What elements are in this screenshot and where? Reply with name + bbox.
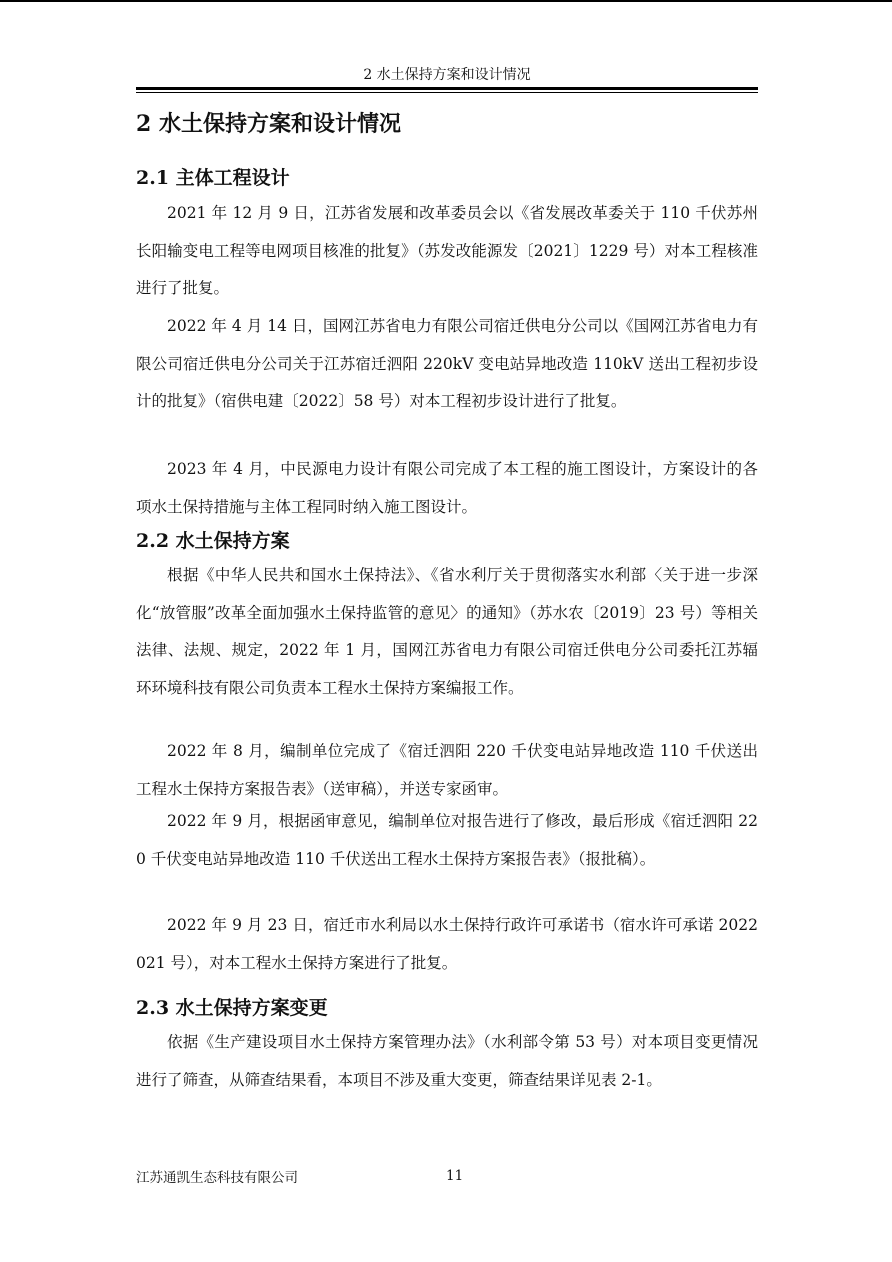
- paragraph: 2022 年 9 月 23 日，宿迁市水利局以水土保持行政许可承诺书（宿水许可承诺 2022021 号），对本工程水土保持方案进行了批复。: [136, 916, 758, 972]
- header-rule-thin: [136, 92, 758, 93]
- chapter-title: 2 水土保持方案和设计情况: [136, 111, 401, 137]
- paragraph: 2022 年 4 月 14 日，国网江苏省电力有限公司宿迁供电分公司以《国网江苏省电力有限公司宿迁供电分公司关于江苏宿迁泗阳 220kV 变电站异地改造 110kV 送出工程初步设计的批复》（宿供电建〔2022〕58 号）对本工程初步设计进行了批复。: [136, 317, 758, 410]
- paragraph: 2022 年 9 月，根据函审意见，编制单位对报告进行了修改，最后形成《宿迁泗阳 220 千伏变电站异地改造 110 千伏送出工程水土保持方案报告表》（报批稿）。: [136, 812, 758, 868]
- section-title-2-3: 2.3 水土保持方案变更: [136, 997, 328, 1019]
- page-number: 11: [446, 1168, 464, 1184]
- running-header: 2 水土保持方案和设计情况: [363, 67, 531, 83]
- header-rule-thick: [136, 87, 758, 90]
- section-title-2-1: 2.1 主体工程设计: [136, 167, 290, 189]
- page-top-border: [0, 0, 892, 2]
- paragraph: 根据《中华人民共和国水土保持法》、《省水利厅关于贯彻落实水利部〈关于进一步深化“放管服”改革全面加强水土保持监管的意见〉的通知》（苏水农〔2019〕23 号）等相关法律、法规、规定，2022 年 1 月，国网江苏省电力有限公司宿迁供电分公司委托江苏辐环环境科技有限公司负责本工程水土保持方案编报工作。: [136, 566, 758, 697]
- section-title-2-2: 2.2 水土保持方案: [136, 530, 290, 552]
- paragraph: 2022 年 8 月，编制单位完成了《宿迁泗阳 220 千伏变电站异地改造 110 千伏送出工程水土保持方案报告表》（送审稿），并送专家函审。: [136, 742, 758, 798]
- paragraph: 2021 年 12 月 9 日，江苏省发展和改革委员会以《省发展改革委关于 110 千伏苏州长阳输变电工程等电网项目核准的批复》（苏发改能源发〔2021〕1229 号）对本工程核准进行了批复。: [136, 204, 758, 297]
- paragraph: 依据《生产建设项目水土保持方案管理办法》（水利部令第 53 号）对本项目变更情况进行了筛查，从筛查结果看，本项目不涉及重大变更，筛查结果详见表 2-1。: [136, 1033, 758, 1089]
- footer-company: 江苏通凯生态科技有限公司: [136, 1170, 298, 1186]
- paragraph: 2023 年 4 月，中民源电力设计有限公司完成了本工程的施工图设计，方案设计的各项水土保持措施与主体工程同时纳入施工图设计。: [136, 460, 758, 516]
